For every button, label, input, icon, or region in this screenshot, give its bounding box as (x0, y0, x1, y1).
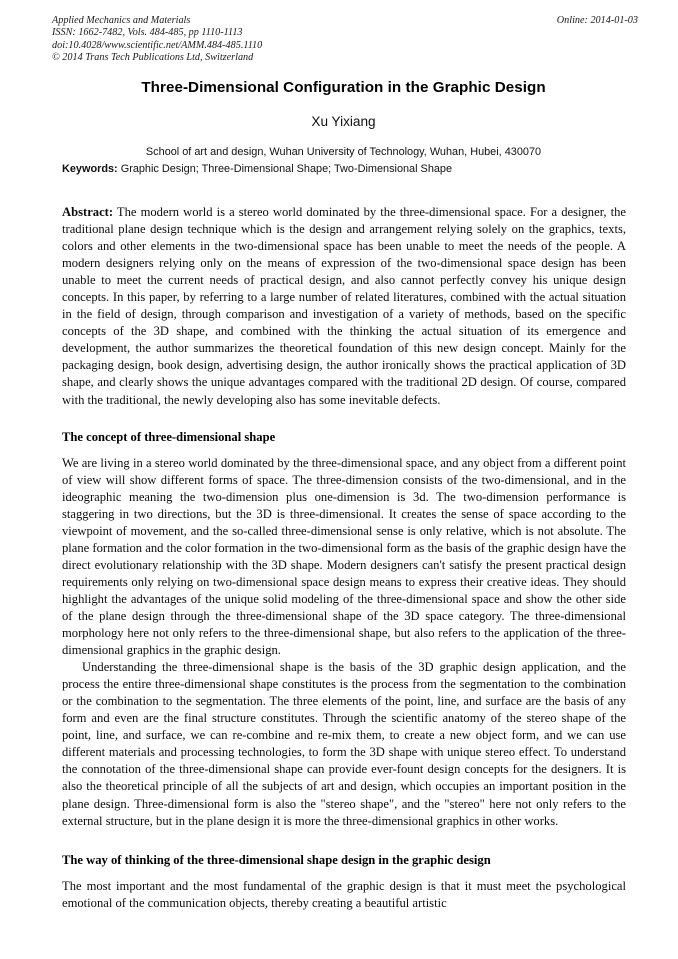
online-date: Online: 2014-01-03 (556, 15, 638, 26)
journal-metadata-block (52, 15, 262, 65)
section-heading-1: The concept of three-dimensional shape (62, 429, 276, 444)
abstract-label: Abstract: (62, 205, 114, 219)
author-affiliation: School of art and design, Wuhan University of Technology, Wuhan, Hubei, 430070 (145, 146, 542, 158)
abstract-paragraph (62, 204, 626, 409)
abstract-text: The modern world is a stereo world dominated by the three-dimensional space. For a designer, the traditional plane design technique which is the design and arrangement relying solely on the graphics, texts, colors and other elements in the two-dimensional space has been unable to meet the needs of the people. A modern designers relying only on the means of expression of the two-dimensional space design has been unable to meet the current needs of practical design, and also cannot perfectly convey his unique design concepts. In this paper, by referring to a large number of related literatures, combined with the actual situation in the field of design, through comparison and investigation of a variety of methods, based on the specific concepts of the 3D shape, and combined with the thinking the actual situation of its emergence and development, the author summarizes the theoretical foundation of this new design concept. Mainly for the packaging design, book design, advertising design, the author ironically shows the practical application of 3D shape, and clearly shows the unique advantages compared with the traditional 2D design. Of course, compared with the traditional, the newly developing also has some inevitable defects. (62, 205, 626, 407)
journal-doi-line[interactable]: doi:10.4028/www.scientific.net/AMM.484-485.1110 (52, 39, 263, 51)
body-column (62, 204, 626, 912)
keywords-line (62, 162, 625, 176)
journal-name: Applied Mechanics and Materials (52, 15, 191, 26)
page-title: Three-Dimensional Configuration in the Graphic Design (141, 79, 546, 96)
keywords-value: Graphic Design; Three-Dimensional Shape; Two-Dimensional Shape (120, 163, 453, 175)
section-1-paragraph-2: Understanding the three-dimensional shape is the basis of the 3D graphic design application, and the process the entire three-dimensional shape constitutes is the process from the segmentation to the combination or the combination to the segmentation. The three elements of the point, line, and surface are the basis of any form and even are the final structure constitutes. Through the scientific anatomy of the stereo shape of the point, line, and surface, we can re-combine and re-mix them, to create a new object form, and we can use different materials and processing technologies, to form the 3D shape with unique stereo effect. To understand the connotation of the three-dimensional shape can provide ever-fount design concepts for the designers. It is also the theoretical principle of all the subjects of art and design, which occupies an important position in the plane design. Three-dimensional form is also the "stereo shape", and the "stereo" here not only refers to the external structure, but in the plane design it is more the three-dimensional graphics in other works. (62, 660, 626, 828)
author-name: Xu Yixiang (311, 114, 376, 129)
section-2-paragraph-1: The most important and the most fundamental of the graphic design is that it must meet the psychological emotional of the communication objects, thereby creating a beautiful artistic (62, 878, 626, 910)
section-heading-2: The way of thinking of the three-dimensional shape design in the graphic design (62, 852, 491, 867)
journal-copyright-line: © 2014 Trans Tech Publications Ltd, Switzerland (52, 52, 254, 64)
section-1-paragraph-1: We are living in a stereo world dominated by the three-dimensional space, and any object from a different point of view will show different forms of space. The three-dimension consists of the two-dimensional, and in the ideographic meaning the two-dimension plus one-dimension is 3d. The two-dimension performance is staggering in two directions, but the 3D is three-dimensional. It creates the sense of space according to the viewpoint of movement, and the so-called three-dimensional sense is only relative, which is not absolute. The plane formation and the color formation in the two-dimensional form as the basis of the graphic design have the direct evolutionary relationship with the 3D shape. Modern designers can't satisfy the present practical design requirements only relying on two-dimensional space design means to express their creative ideas. They should highlight the advantages of the unique solid modeling of the three-dimensional space and show the other side of the plane design through the three-dimensional shape of the 3D space category. The three-dimensional morphology here not only refers to the three-dimensional shape, but also refers to the application of the three-dimensional graphics in the graphic design. (62, 455, 626, 658)
keywords-label: Keywords: (62, 163, 118, 175)
journal-issn-line: ISSN: 1662-7482, Vols. 484-485, pp 1110-1113 (52, 27, 243, 39)
title-block (62, 78, 625, 159)
journal-header (52, 15, 640, 65)
